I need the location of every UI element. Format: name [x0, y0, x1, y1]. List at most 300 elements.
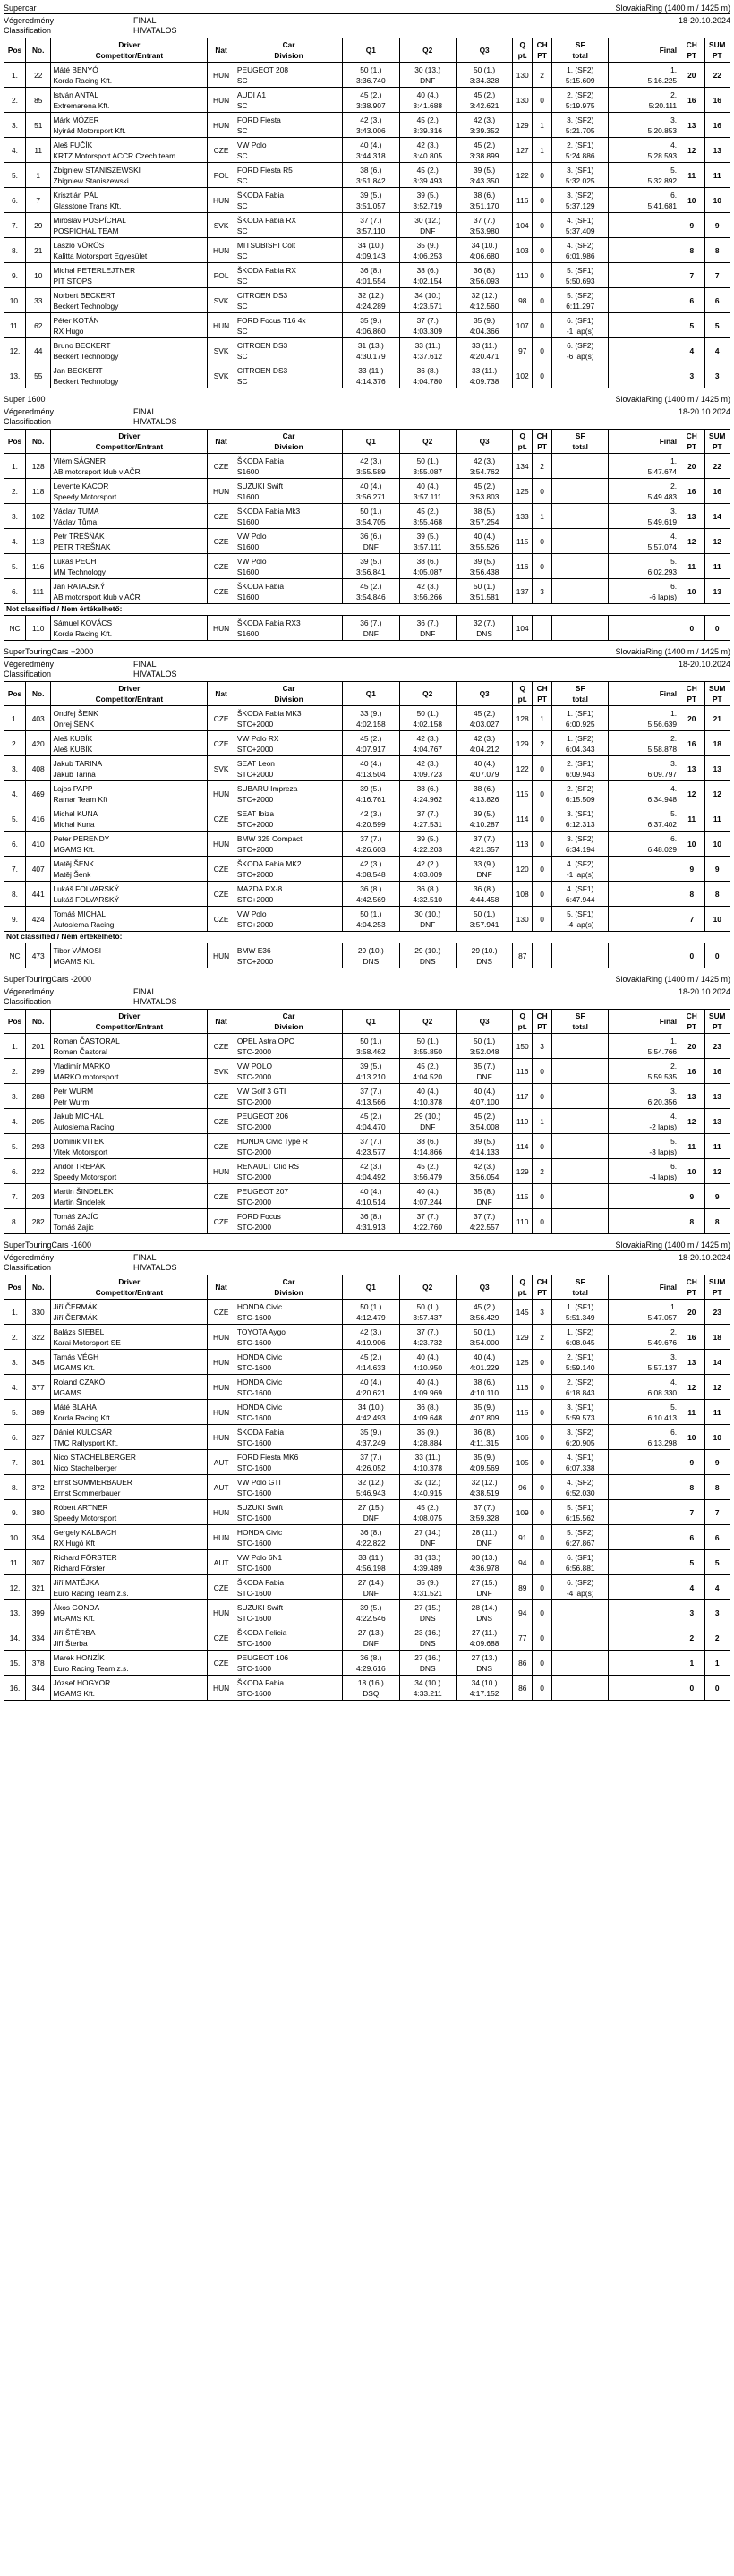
cell-q3b: 4:44.458	[469, 894, 499, 904]
cell-sf1: 1. (SF1)	[567, 1301, 594, 1311]
cell-c2: SC	[236, 150, 248, 160]
result-cell	[533, 1500, 552, 1525]
column-sublabel: Competitor/Entrant	[95, 442, 164, 452]
result-cell	[235, 1400, 342, 1425]
cell-q3a: 45 (2.)	[473, 140, 496, 149]
cell-sf2: 6:15.509	[565, 794, 595, 804]
result-cell	[456, 1300, 512, 1325]
result-cell	[609, 1300, 679, 1325]
cell-q3a: 50 (1.)	[473, 908, 496, 918]
cell-sf1: 2. (SF2)	[567, 783, 594, 793]
result-cell	[552, 1325, 609, 1350]
result-cell	[235, 1425, 342, 1450]
cell-q3b: 3:55.526	[469, 542, 499, 551]
result-cell	[552, 529, 609, 554]
result-cell	[51, 756, 208, 781]
column-sublabel: Competitor/Entrant	[95, 1022, 164, 1032]
result-cell	[26, 1134, 51, 1159]
result-cell	[552, 832, 609, 857]
cell-pos: 4.	[12, 1116, 19, 1126]
cell-q1a: 39 (5.)	[360, 1061, 382, 1070]
column-label: Nat	[215, 1017, 227, 1027]
cell-nat: HUN	[213, 951, 230, 960]
result-row	[4, 163, 730, 188]
cell-fin1: 1.	[670, 64, 678, 74]
class-section	[4, 646, 730, 968]
result-cell	[609, 943, 679, 968]
result-cell	[26, 338, 51, 363]
result-cell	[533, 529, 552, 554]
cell-sf1: 3. (SF1)	[567, 165, 594, 175]
result-cell	[399, 943, 456, 968]
result-cell	[609, 1676, 679, 1701]
column-label: Pos	[7, 1017, 22, 1027]
result-cell	[704, 1134, 730, 1159]
result-cell	[399, 781, 456, 806]
cell-q2a: 42 (3.)	[416, 581, 439, 591]
cell-q1b: 4:20.621	[356, 1387, 386, 1397]
result-cell	[235, 1676, 342, 1701]
cell-q1b: 4:37.249	[356, 1437, 386, 1447]
column-header	[208, 38, 235, 63]
cell-c1: VW Polo 6N1	[236, 1552, 283, 1562]
result-cell	[456, 1525, 512, 1550]
result-cell	[679, 88, 704, 113]
result-cell	[235, 263, 342, 288]
result-cell	[399, 1134, 456, 1159]
cell-q3b: 3:54.762	[469, 466, 499, 476]
cell-sf2: 6:52.030	[565, 1488, 595, 1497]
result-cell	[399, 1350, 456, 1375]
cell-chp: 0	[540, 486, 544, 496]
cell-d2: Vitek Motorsport	[53, 1147, 108, 1156]
cell-chp: 0	[540, 295, 544, 305]
cell-no: 321	[31, 1582, 45, 1592]
cell-qp: 102	[516, 371, 529, 380]
result-cell	[679, 1525, 704, 1550]
column-header	[456, 1275, 512, 1300]
section-meta	[4, 1251, 730, 1272]
cell-no: 118	[32, 486, 45, 496]
result-cell	[679, 832, 704, 857]
result-cell	[513, 338, 533, 363]
cell-d1: Jakub MICHAL	[53, 1111, 104, 1121]
result-cell	[343, 731, 399, 756]
result-cell	[4, 1159, 26, 1184]
cell-q1a: 36 (8.)	[360, 265, 382, 275]
result-cell	[704, 1651, 730, 1676]
result-cell	[399, 1109, 456, 1134]
result-cell	[533, 1134, 552, 1159]
cell-q1a: 27 (15.)	[357, 1502, 384, 1512]
result-cell	[4, 238, 26, 263]
cell-q2a: 42 (3.)	[416, 140, 439, 149]
result-cell	[26, 943, 51, 968]
result-cell	[533, 1350, 552, 1375]
result-cell	[609, 1325, 679, 1350]
cell-ch: 8	[689, 889, 695, 899]
cell-nat: HUN	[213, 1683, 230, 1693]
cell-ch: 11	[687, 814, 696, 823]
result-cell	[235, 1375, 342, 1400]
cell-d2: Autoslema Racing	[53, 919, 115, 929]
result-cell	[704, 163, 730, 188]
result-cell	[704, 832, 730, 857]
result-cell	[533, 363, 552, 388]
cell-qp: 129	[516, 1332, 529, 1342]
result-cell	[456, 616, 512, 641]
cell-c1: VW Polo	[236, 908, 267, 918]
cell-q2a: 40 (4.)	[416, 481, 439, 490]
cell-q2b: 4:09.969	[413, 1387, 443, 1397]
cell-pos: 1.	[12, 1307, 19, 1317]
result-cell	[456, 832, 512, 857]
cell-c2: SC	[236, 125, 248, 135]
cell-no: 372	[31, 1482, 45, 1492]
result-cell	[609, 238, 679, 263]
column-header	[704, 1275, 730, 1300]
cell-q2a: 31 (13.)	[414, 1552, 441, 1562]
column-header	[704, 38, 730, 63]
cell-q2a: 38 (6.)	[416, 556, 439, 566]
cell-no: 441	[31, 889, 45, 899]
result-cell	[679, 213, 704, 238]
result-cell	[679, 288, 704, 313]
result-cell	[704, 479, 730, 504]
cell-sum: 22	[713, 70, 721, 80]
cell-sf1: 5. (SF1)	[567, 908, 594, 918]
result-cell	[4, 138, 26, 163]
result-cell	[51, 554, 208, 579]
cell-q2a: 33 (11.)	[414, 340, 440, 350]
class-section	[4, 1240, 730, 1701]
result-cell	[533, 213, 552, 238]
column-header	[679, 1010, 704, 1034]
result-cell	[208, 1600, 235, 1625]
cell-q1b: 4:02.158	[356, 719, 386, 729]
result-cell	[51, 313, 208, 338]
cell-q3b: 3:57.254	[469, 516, 499, 526]
result-cell	[552, 479, 609, 504]
cell-d1: István ANTAL	[53, 90, 99, 99]
cell-fin1: 1.	[670, 1036, 678, 1045]
cell-c2: SC	[236, 326, 248, 336]
result-cell	[26, 1425, 51, 1450]
cell-q2b: 4:32.510	[413, 894, 443, 904]
result-cell	[235, 731, 342, 756]
result-cell	[704, 706, 730, 731]
cell-d2: Korda Racing Kft.	[53, 628, 113, 638]
cell-q1b: 5:46.943	[356, 1488, 386, 1497]
cell-q3a: 32 (12.)	[471, 290, 498, 300]
result-cell	[343, 1350, 399, 1375]
cell-no: 378	[31, 1658, 45, 1668]
cell-qp: 120	[516, 864, 529, 874]
status-label	[133, 16, 536, 35]
result-cell	[4, 1525, 26, 1550]
cell-d2: RX Hugó Kft	[53, 1538, 95, 1548]
cell-fin1: 5.	[670, 1402, 678, 1412]
cell-fin2: 5:20.853	[647, 125, 678, 135]
result-cell	[26, 1059, 51, 1084]
result-cell	[533, 1475, 552, 1500]
label-hu: Végeredmény	[4, 1253, 55, 1263]
results-table	[4, 429, 730, 641]
result-cell	[679, 1475, 704, 1500]
result-cell	[513, 138, 533, 163]
cell-q3a: 50 (1.)	[473, 64, 496, 74]
result-cell	[552, 1059, 609, 1084]
class-section	[4, 394, 730, 641]
column-sublabel: PT	[712, 1022, 722, 1032]
column-label: CH	[686, 684, 697, 694]
column-sublabel: PT	[712, 51, 722, 61]
cell-q2a: 27 (14.)	[414, 1527, 441, 1537]
result-cell	[4, 1034, 26, 1059]
column-header	[4, 1275, 26, 1300]
result-cell	[51, 1375, 208, 1400]
cell-q1a: 36 (8.)	[360, 1211, 382, 1221]
result-cell	[235, 806, 342, 832]
column-label: CH	[686, 40, 697, 50]
result-cell	[235, 188, 342, 213]
result-cell	[704, 616, 730, 641]
result-cell	[4, 363, 26, 388]
cell-d1: Tibor VÁMOSI	[53, 945, 102, 955]
cell-no: 334	[31, 1633, 45, 1642]
cell-ch: 11	[687, 1407, 696, 1417]
cell-q2a: 35 (9.)	[416, 1427, 439, 1437]
result-cell	[552, 857, 609, 882]
result-cell	[235, 238, 342, 263]
cell-q1b: 4:22.822	[356, 1538, 386, 1548]
cell-pos: 1.	[12, 1041, 19, 1051]
column-label: Car	[282, 1277, 295, 1287]
result-cell	[208, 882, 235, 907]
cell-q3b: 4:20.471	[469, 351, 499, 361]
results-table	[4, 681, 730, 968]
column-label: No.	[32, 1017, 45, 1027]
cell-sf2: 5:37.129	[565, 200, 595, 210]
column-label: Nat	[215, 1283, 227, 1292]
cell-d1: Roman ČASTORAL	[53, 1036, 120, 1045]
cell-d1: Jiří ČERMÁK	[53, 1301, 98, 1311]
result-cell	[513, 454, 533, 479]
result-cell	[533, 1425, 552, 1450]
result-cell	[513, 1325, 533, 1350]
cell-pos: 5.	[12, 1141, 19, 1151]
result-cell	[533, 943, 552, 968]
result-cell	[51, 1575, 208, 1600]
column-label: SUM	[709, 1277, 726, 1287]
cell-sum: 9	[714, 220, 720, 230]
result-cell	[533, 579, 552, 604]
column-header	[26, 38, 51, 63]
result-cell	[235, 529, 342, 554]
result-cell	[704, 1425, 730, 1450]
classification-label	[4, 16, 133, 35]
cell-d1: Máté BLAHA	[53, 1402, 97, 1412]
cell-q3b: 3:54.008	[469, 1122, 499, 1131]
cell-q3a: 30 (13.)	[471, 1552, 498, 1562]
cell-q2a: 23 (16.)	[414, 1627, 441, 1637]
cell-no: 110	[32, 623, 45, 633]
result-cell	[26, 238, 51, 263]
cell-q3a: 33 (11.)	[471, 365, 498, 375]
cell-d2: Jiří Šterba	[53, 1638, 88, 1648]
cell-nat: CZE	[213, 1141, 229, 1151]
result-cell	[609, 1134, 679, 1159]
cell-q1a: 35 (9.)	[360, 1427, 382, 1437]
cell-q1b: 3:51.842	[356, 175, 386, 185]
result-cell	[235, 756, 342, 781]
cell-nat: SVK	[213, 763, 229, 773]
cell-q1b: 4:24.289	[356, 301, 386, 311]
column-label: SUM	[709, 431, 726, 441]
cell-pos: 10.	[9, 295, 21, 305]
result-cell	[456, 943, 512, 968]
result-cell	[704, 529, 730, 554]
cell-c2: STC-2000	[236, 1222, 272, 1232]
cell-no: 7	[36, 195, 41, 205]
cell-pos: 15.	[9, 1658, 21, 1668]
result-cell	[51, 1651, 208, 1676]
cell-q3b: 4:21.357	[469, 844, 499, 854]
cell-c1: HONDA Civic	[236, 1352, 283, 1361]
cell-sum: 12	[713, 1166, 721, 1176]
result-row	[4, 1134, 730, 1159]
cell-sf2: 6:11.297	[566, 301, 595, 311]
result-cell	[552, 806, 609, 832]
cell-q3b: DNF	[476, 1538, 492, 1548]
column-sublabel: Competitor/Entrant	[95, 695, 164, 704]
result-cell	[552, 706, 609, 731]
cell-q2b: DNS	[419, 1613, 436, 1623]
cell-sum: 2	[714, 1633, 720, 1642]
result-row	[4, 238, 730, 263]
cell-no: 128	[31, 461, 45, 471]
result-cell	[513, 1034, 533, 1059]
result-cell	[208, 1500, 235, 1525]
cell-fin1: 1.	[670, 708, 678, 718]
cell-nat: HUN	[213, 1332, 230, 1342]
result-cell	[533, 1450, 552, 1475]
cell-no: 301	[31, 1457, 45, 1467]
result-cell	[456, 579, 512, 604]
cell-q3a: 37 (7.)	[473, 215, 496, 225]
cell-c1: FORD Focus T16 4x	[236, 315, 306, 325]
results-table	[4, 1009, 730, 1234]
cell-c1: VW Polo RX	[236, 733, 279, 743]
cell-fin1: 4.	[670, 1377, 678, 1386]
result-cell	[343, 1084, 399, 1109]
result-cell	[609, 113, 679, 138]
cell-sum: 22	[713, 461, 721, 471]
cell-fin1: 5.	[670, 808, 678, 818]
cell-nat: CZE	[213, 1658, 229, 1668]
section-meta	[4, 985, 730, 1006]
cell-sf1: 1. (SF2)	[567, 1326, 594, 1336]
result-row	[4, 882, 730, 907]
cell-q2b: 4:39.489	[413, 1563, 443, 1573]
cell-sum: 9	[714, 864, 720, 874]
column-label: Q3	[479, 1283, 490, 1292]
result-cell	[4, 882, 26, 907]
result-cell	[704, 363, 730, 388]
cell-d2: Richard Förster	[53, 1563, 106, 1573]
result-cell	[343, 504, 399, 529]
cell-nat: CZE	[213, 1091, 229, 1101]
cell-c1: PEUGEOT 207	[236, 1186, 289, 1196]
result-cell	[704, 1109, 730, 1134]
column-header	[343, 38, 399, 63]
cell-sum: 1	[714, 1658, 720, 1668]
result-cell	[235, 1450, 342, 1475]
result-cell	[51, 1325, 208, 1350]
column-header	[343, 1010, 399, 1034]
cell-c2: STC-1600	[236, 1563, 272, 1573]
cell-q2a: 45 (2.)	[416, 506, 439, 516]
result-cell	[235, 1625, 342, 1651]
cell-no: 288	[31, 1091, 45, 1101]
cell-q1a: 50 (1.)	[360, 1036, 382, 1045]
cell-chp: 0	[540, 270, 544, 280]
cell-q2b: 3:52.719	[413, 200, 443, 210]
result-cell	[4, 1575, 26, 1600]
cell-pos: 7.	[12, 1457, 19, 1467]
result-row	[4, 1550, 730, 1575]
result-cell	[456, 338, 512, 363]
result-cell	[552, 263, 609, 288]
result-cell	[208, 579, 235, 604]
cell-q3a: 38 (6.)	[473, 1377, 496, 1386]
cell-sf1: 5. (SF2)	[567, 1527, 594, 1537]
cell-q2a: 37 (7.)	[416, 808, 439, 818]
cell-ch: 20	[687, 713, 696, 723]
result-cell	[343, 943, 399, 968]
cell-ch: 5	[689, 1557, 695, 1567]
cell-fin2: 6:13.298	[647, 1437, 678, 1447]
cell-q2b: 4:05.087	[413, 567, 443, 576]
result-cell	[208, 1159, 235, 1184]
cell-c1: RENAULT Clio RS	[236, 1161, 299, 1171]
cell-q2a: 42 (3.)	[416, 758, 439, 768]
cell-sf1: 3. (SF2)	[567, 833, 594, 843]
result-cell	[235, 882, 342, 907]
result-cell	[533, 454, 552, 479]
result-row	[4, 943, 730, 968]
class-title: SuperTouringCars +2000	[4, 647, 94, 657]
cell-c1: ŠKODA Fabia	[236, 1427, 285, 1437]
result-cell	[704, 1300, 730, 1325]
cell-q3b: 4:09.569	[469, 1463, 499, 1472]
result-cell	[235, 213, 342, 238]
result-cell	[235, 554, 342, 579]
cell-c1: TOYOTA Aygo	[236, 1326, 286, 1336]
cell-d2: Roman Častoral	[53, 1046, 107, 1056]
column-sublabel: Division	[274, 51, 303, 61]
result-cell	[4, 1500, 26, 1525]
result-cell	[235, 1059, 342, 1084]
cell-q1a: 50 (1.)	[360, 1301, 382, 1311]
cell-q2a: 30 (13.)	[414, 64, 441, 74]
cell-q1a: 37 (7.)	[360, 1452, 382, 1462]
cell-chp: 3	[540, 1041, 544, 1051]
cell-c2: SC	[236, 226, 248, 235]
cell-ch: 13	[687, 763, 696, 773]
result-cell	[679, 1209, 704, 1234]
column-sublabel: PT	[687, 51, 697, 61]
